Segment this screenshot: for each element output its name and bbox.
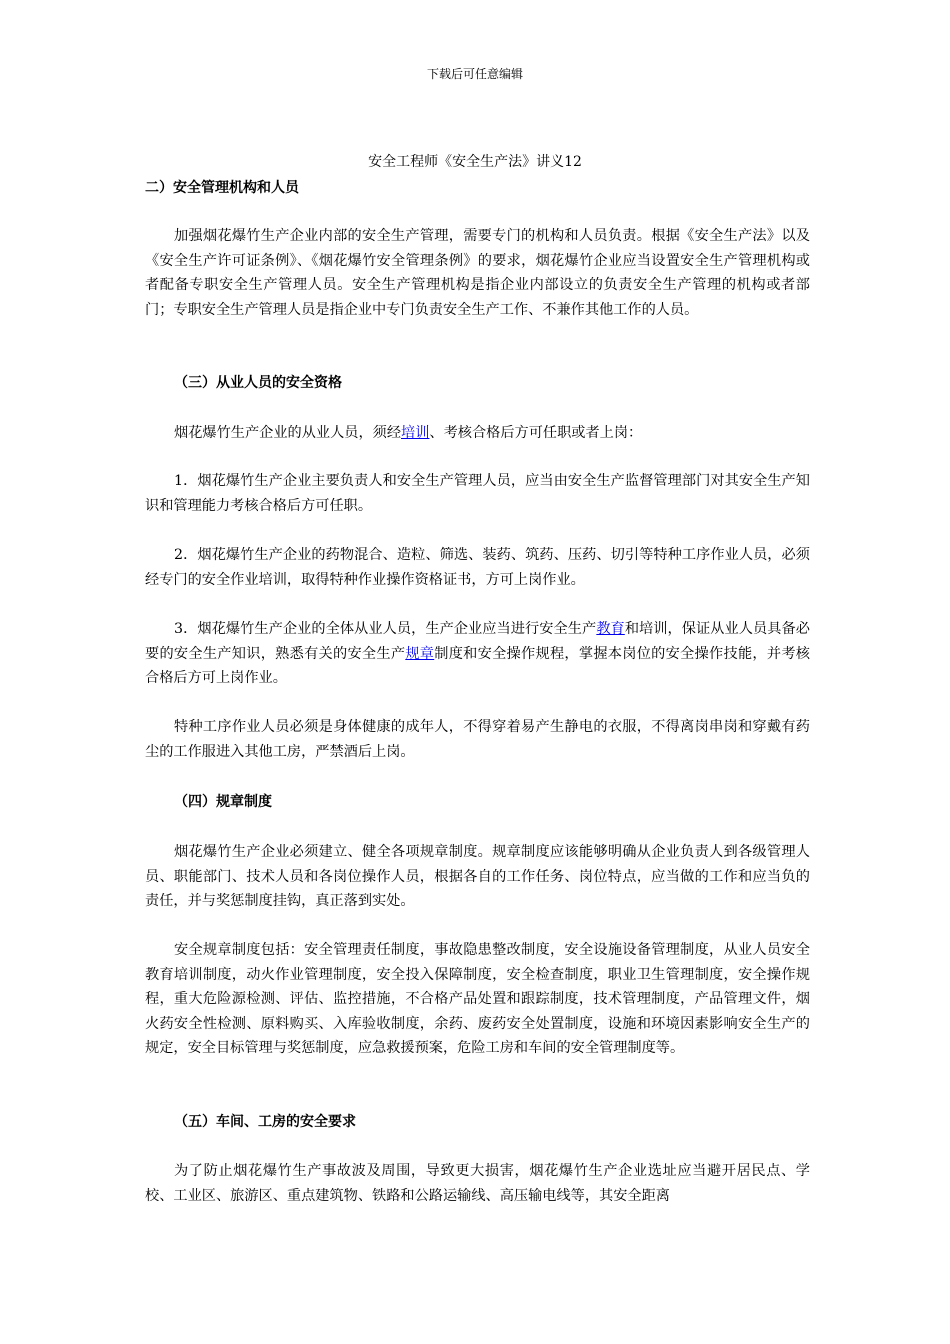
paragraph-special-workers: 特种工序作业人员必须是身体健康的成年人，不得穿着易产生静电的衣服，不得离岗串岗和穿戴有药尘的工作服进入其他工房，严禁酒后上岗。: [145, 719, 810, 760]
list-item-2: 2．烟花爆竹生产企业的药物混合、造粒、筛选、装药、筑药、压药、切引等特种工序作业人员，必须经专门的安全作业培训，取得特种作业操作资格证书，方可上岗作业。: [145, 547, 810, 588]
paragraph-management-org: 加强烟花爆竹生产企业内部的安全生产管理，需要专门的机构和人员负责。根据《安全生产法》以及《安全生产许可证条例》、《烟花爆竹安全管理条例》的要求，烟花爆竹企业应当设置安全生产管理机构或者配备专职安全生产管理人员。安全生产管理机构是指企业内部设立的负责安全生产管理的机构或者部门；专职安全生产管理人员是指企业中专门负责安全生产工作、不兼作其他工作的人员。: [145, 228, 810, 318]
intro-text-before: 烟花爆竹生产企业的从业人员，须经: [174, 425, 402, 441]
item3-text-1: 3．烟花爆竹生产企业的全体从业人员，生产企业应当进行安全生产: [174, 621, 597, 637]
page-header: 下载后可任意编辑: [426, 67, 523, 81]
section-heading-workshop-safety: （五）车间、工房的安全要求: [174, 1114, 356, 1130]
paragraph-rules-2: 安全规章制度包括：安全管理责任制度，事故隐患整改制度，安全设施设备管理制度，从业人员安全教育培训制度，动火作业管理制度，安全投入保障制度，安全检查制度，职业卫生管理制度，安全操作规程，重大危险源检测、评估、监控措施，不合格产品处置和跟踪制度，技术管理制度，产品管理文件，烟火药安全性检测、原料购买、入库验收制度，余药、废药安全处置制度，设施和环境因素影响安全生产的规定，安全目标管理与奖惩制度，应急救援预案，危险工房和车间的安全管理制度等。: [145, 942, 810, 1056]
list-item-1: 1．烟花爆竹生产企业主要负责人和安全生产管理人员，应当由安全生产监督管理部门对其安全生产知识和管理能力考核合格后方可任职。: [145, 473, 810, 514]
document-title: 安全工程师《安全生产法》讲义12: [368, 154, 582, 170]
regulations-link[interactable]: 规章: [405, 645, 435, 662]
item3-text-3: 制度和安全操作规程，掌握本岗位的安全操作技能，并考核合格后方可上岗作业。: [145, 645, 810, 686]
list-item-3: [145, 617, 810, 691]
education-link[interactable]: 教育: [596, 621, 625, 637]
section-heading-qualifications: （三）从业人员的安全资格: [174, 375, 342, 391]
paragraph-rules-1: 烟花爆竹生产企业必须建立、健全各项规章制度。规章制度应该能够明确从企业负责人到各级管理人员、职能部门、技术人员和各岗位操作人员，根据各自的工作任务、岗位特点，应当做的工作和应当负的责任，并与奖惩制度挂钩，真正落到实处。: [145, 844, 810, 909]
section-heading-rules: （四）规章制度: [174, 794, 272, 810]
intro-text-after: 、考核合格后方可任职或者上岗：: [429, 425, 643, 441]
paragraph-qualifications-intro: [145, 421, 810, 446]
section-heading-management-org: 二）安全管理机构和人员: [145, 180, 299, 196]
paragraph-workshop-safety: 为了防止烟花爆竹生产事故波及周围，导致更大损害，烟花爆竹生产企业选址应当避开居民点、学校、工业区、旅游区、重点建筑物、铁路和公路运输线、高压输电线等，其安全距离: [145, 1163, 810, 1204]
item3-text-2: 和培训，保证从业人员具备必要的安全生产知识，熟悉有关的安全生产: [145, 621, 810, 662]
training-link[interactable]: 培训: [401, 425, 430, 441]
